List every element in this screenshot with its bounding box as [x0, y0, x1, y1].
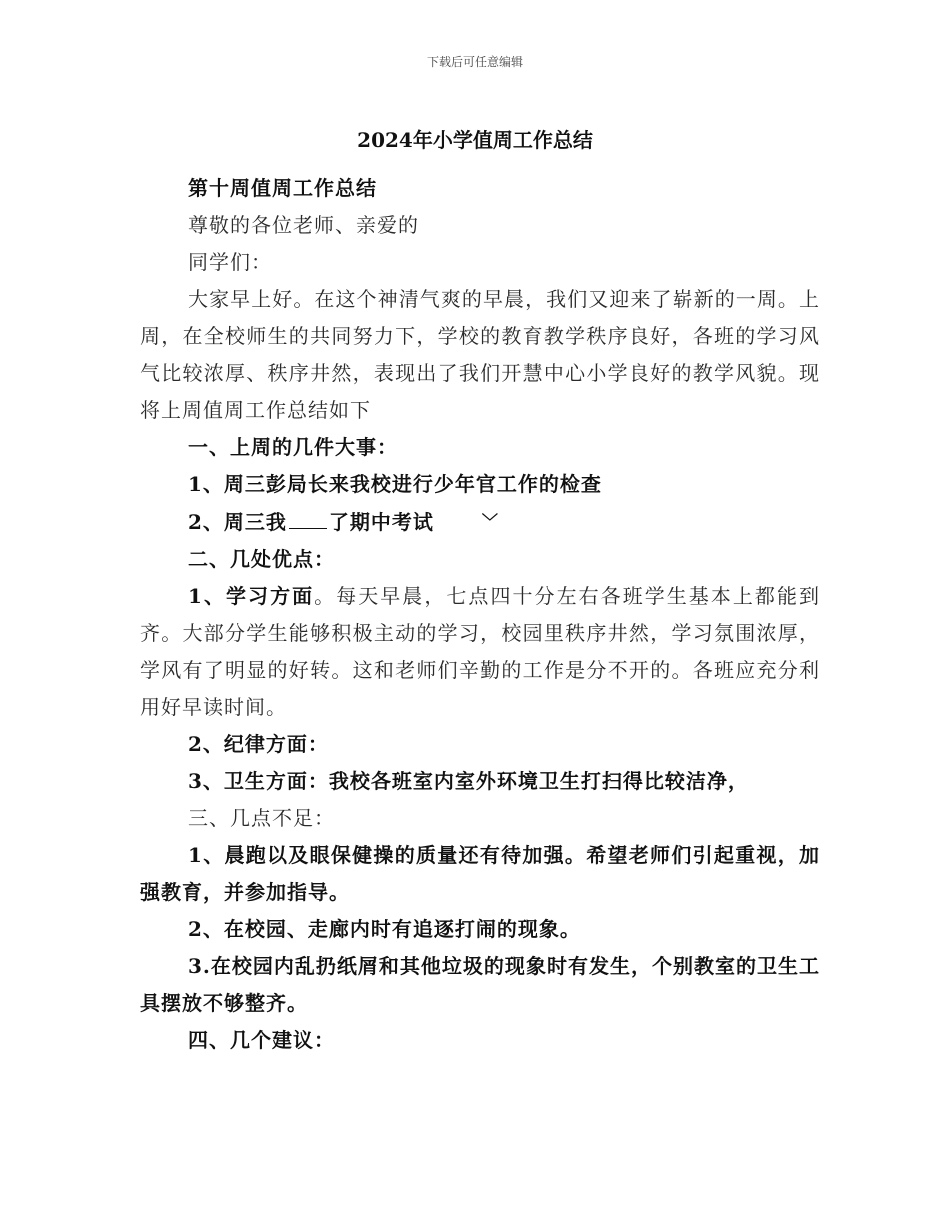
event-1: 1、周三彭局长来我校进行少年官工作的检查 [188, 472, 602, 496]
merit-3: 3、卫生方面：我校各班室内室外环境卫生打扫得比较洁净， [188, 769, 749, 793]
event-2-before: 2、周三我 [188, 510, 287, 534]
event-2-after: 了期中考试 [328, 510, 434, 534]
document-body [140, 170, 820, 1059]
fill-in-blank [289, 510, 327, 529]
merit-1-lead: 1、学习方面 [188, 584, 315, 608]
section-2-title: 二、几处优点： [188, 547, 335, 571]
check-mark-icon: ﹀ [481, 512, 499, 531]
section-1-title: 一、上周的几件大事： [188, 435, 398, 459]
flaw-1: 1、晨跑以及眼保健操的质量还有待加强。希望老师们引起重视，加强教育，并参加指导。 [140, 843, 820, 904]
page-header-note: 下载后可任意编辑 [426, 55, 523, 69]
intro-paragraph: 大家早上好。在这个神清气爽的早晨，我们又迎来了崭新的一周。上周，在全校师生的共同努力下，学校的教育教学秩序良好，各班的学习风气比较浓厚、秩序井然，表现出了我们开慧中心小学良好的教学风貌。现将上周值周工作总结如下 [140, 287, 820, 422]
section-4-title: 四、几个建议： [188, 1028, 335, 1052]
merit-2: 2、纪律方面： [188, 732, 329, 756]
document-title: 2024年小学值周工作总结 [357, 128, 593, 152]
greeting-line-1: 尊敬的各位老师、亲爱的 [188, 213, 419, 237]
merit-1 [140, 578, 820, 726]
flaw-3: 3.在校园内乱扔纸屑和其他垃圾的现象时有发生，个别教室的卫生工具摆放不够整齐。 [140, 954, 820, 1015]
greeting-line-2: 同学们： [188, 250, 272, 274]
merit-1-text: 。每天早晨，七点四十分左右各班学生基本上都能到齐。大部分学生能够积极主动的学习，校园里秩序井然，学习氛围浓厚，学风有了明显的好转。这和老师们辛勤的工作是分不开的。各班应充分利用好早读时间。 [140, 584, 821, 719]
section-heading: 第十周值周工作总结 [188, 176, 377, 200]
section-3-title: 三、几点不足： [188, 806, 335, 830]
flaw-2: 2、在校园、走廊内时有追逐打闹的现象。 [188, 917, 581, 941]
event-2 [140, 503, 820, 541]
